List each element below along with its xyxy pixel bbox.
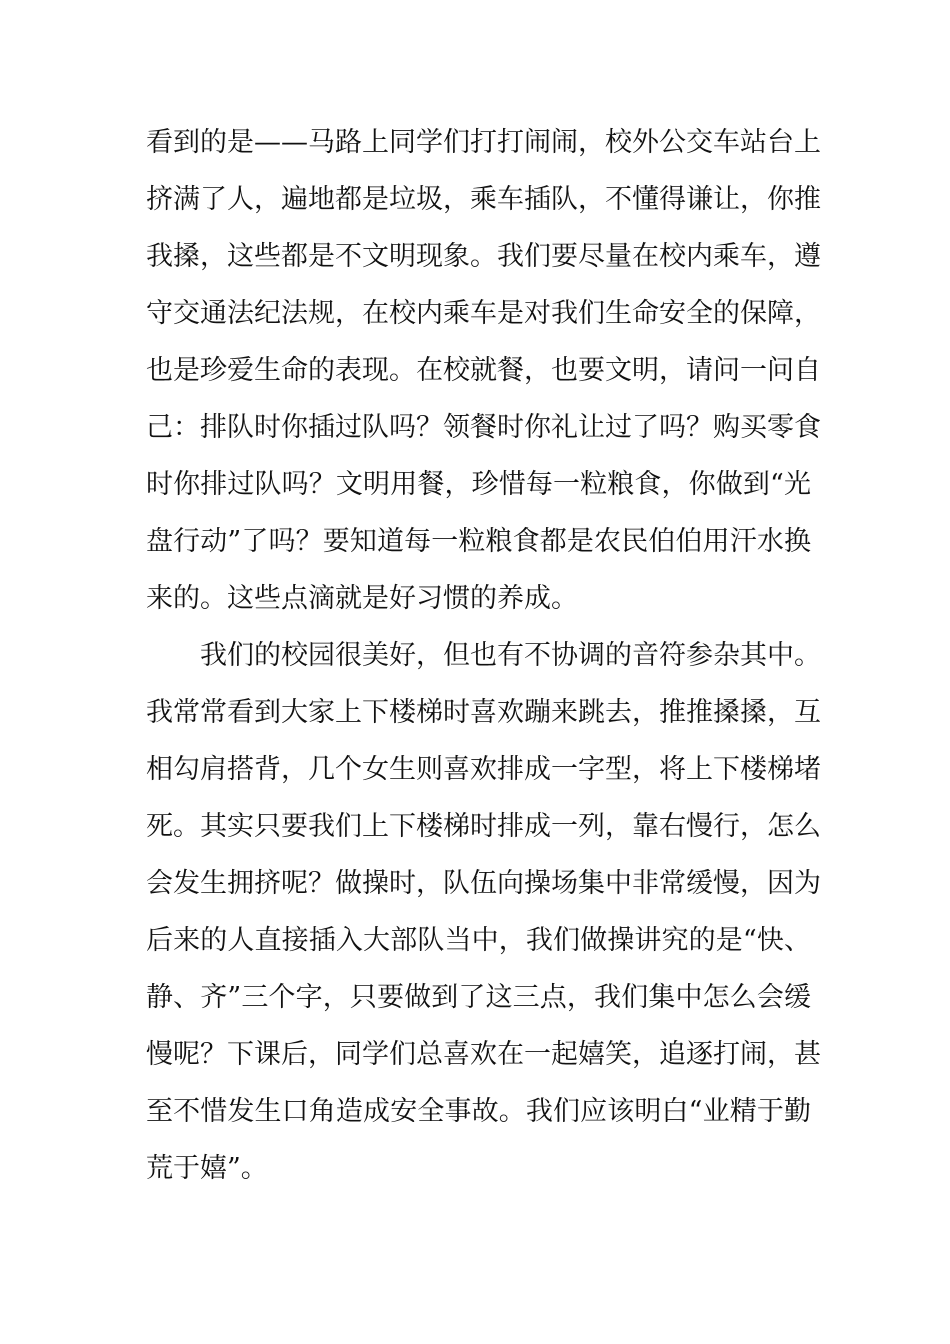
text-line: 盘行动”了吗？要知道每一粒粮食都是农民伯伯用汗水换 [146,526,811,557]
text-line: 我常常看到大家上下楼梯时喜欢蹦来跳去，推推搡搡，互 [146,697,821,728]
text-line: 慢呢？下课后，同学们总喜欢在一起嬉笑，追逐打闹，甚 [146,1039,821,1070]
text-line: 会发生拥挤呢？做操时，队伍向操场集中非常缓慢，因为 [146,868,821,899]
text-line: 相勾肩搭背，几个女生则喜欢排成一字型，将上下楼梯堵 [146,754,821,785]
text-line: 看到的是——马路上同学们打打闹闹，校外公交车站台上 [146,127,821,158]
text-line: 至不惜发生口角造成安全事故。我们应该明白“业精于勤 [146,1096,811,1127]
text-line: 我搡，这些都是不文明现象。我们要尽量在校内乘车，遵 [146,241,821,272]
text-line: 静、齐”三个字，只要做到了这三点，我们集中怎么会缓 [146,982,811,1013]
text-line: 守交通法纪法规，在校内乘车是对我们生命安全的保障， [146,298,821,329]
text-line: 挤满了人，遍地都是垃圾，乘车插队，不懂得谦让，你推 [146,184,821,215]
text-line: 时你排过队吗？文明用餐，珍惜每一粒粮食，你做到“光 [146,469,811,500]
text-line: 后来的人直接插入大部队当中，我们做操讲究的是“快、 [146,925,811,956]
text-line: 死。其实只要我们上下楼梯时排成一列，靠右慢行，怎么 [146,811,821,842]
text-line: 也是珍爱生命的表现。在校就餐，也要文明，请问一问自 [146,355,821,386]
text-line: 我们的校园很美好，但也有不协调的音符参杂其中。 [200,640,821,671]
text-line: 来的。这些点滴就是好习惯的养成。 [146,583,578,614]
text-line: 己：排队时你插过队吗？领餐时你礼让过了吗？购买零食 [146,412,821,443]
text-line: 荒于嬉”。 [146,1153,268,1184]
